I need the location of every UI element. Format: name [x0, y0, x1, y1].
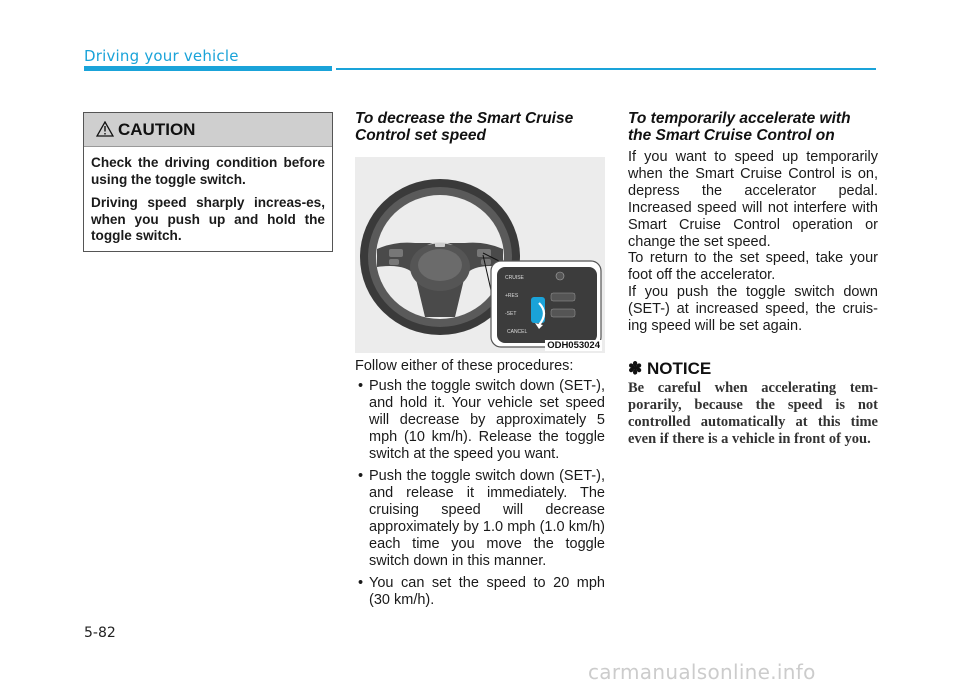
figure-caption: ODH053024	[547, 340, 600, 351]
svg-text:CRUISE: CRUISE	[505, 275, 524, 281]
steering-wheel-figure	[355, 157, 605, 353]
caution-paragraph: Driving speed sharply increas-es, when you push up and hold the toggle switch.	[91, 195, 325, 243]
caution-header	[84, 113, 332, 147]
accelerate-paragraph: If you push the toggle switch down (SET-) at increased speed, the cruis-ing speed will be set again.	[628, 284, 878, 334]
list-item	[355, 378, 605, 463]
header-rule-thin	[336, 68, 876, 70]
list-item	[355, 575, 605, 609]
svg-text:-SET: -SET	[505, 311, 517, 317]
caution-title: CAUTION	[118, 120, 196, 139]
notice-body: Be careful when accelerating tem-porarily, because the speed is not controlled automatically at this time even if there is a vehicle in front of you.	[628, 380, 878, 447]
svg-text:+RES: +RES	[505, 293, 519, 299]
accelerate-paragraph: To return to the set speed, take your foot off the accelerator.	[628, 250, 878, 283]
section-title: Driving your vehicle	[84, 47, 239, 65]
bullet-icon: •	[358, 575, 364, 591]
list-item-text: Push the toggle switch down (SET-), and release it immediately. The cruising speed will decrease approximately by 1.0 mph (1.0 km/h) each time you move the toggle switch down in this manner.	[369, 468, 605, 569]
decrease-heading: To decrease the Smart Cruise Control set speed	[355, 110, 574, 144]
accelerate-heading: To temporarily accelerate with the Smart Cruise Control on	[628, 110, 851, 144]
watermark: carmanualsonline.info	[588, 660, 816, 684]
list-item-text: You can set the speed to 20 mph (30 km/h).	[369, 575, 605, 608]
header-rule-thick	[84, 66, 332, 71]
steering-wheel-illustration	[355, 157, 605, 353]
list-item-text: Push the toggle switch down (SET-), and hold it. Your vehicle set speed will decrease by approximately 5 mph (10 km/h). Release the toggle switch at the speed you want.	[369, 378, 605, 462]
svg-text:CANCEL: CANCEL	[507, 329, 528, 335]
bullet-icon: •	[358, 468, 364, 484]
notice-title: ✽ NOTICE	[628, 359, 712, 378]
caution-paragraph: Check the driving condition before using the toggle switch.	[91, 155, 325, 187]
caution-box	[83, 112, 333, 252]
caution-body	[84, 147, 332, 245]
warning-triangle-icon	[96, 121, 114, 142]
page-number: 5-82	[84, 625, 116, 641]
bullet-icon: •	[358, 378, 364, 394]
list-item	[355, 468, 605, 570]
procedure-list	[355, 378, 605, 614]
accelerate-paragraph: If you want to speed up temporarily when the Smart Cruise Control is on, depress the accelerator pedal. Increased speed will not interfere with Smart Cruise Control operation or change the set speed.	[628, 149, 878, 250]
procedure-intro: Follow either of these procedures:	[355, 358, 574, 374]
